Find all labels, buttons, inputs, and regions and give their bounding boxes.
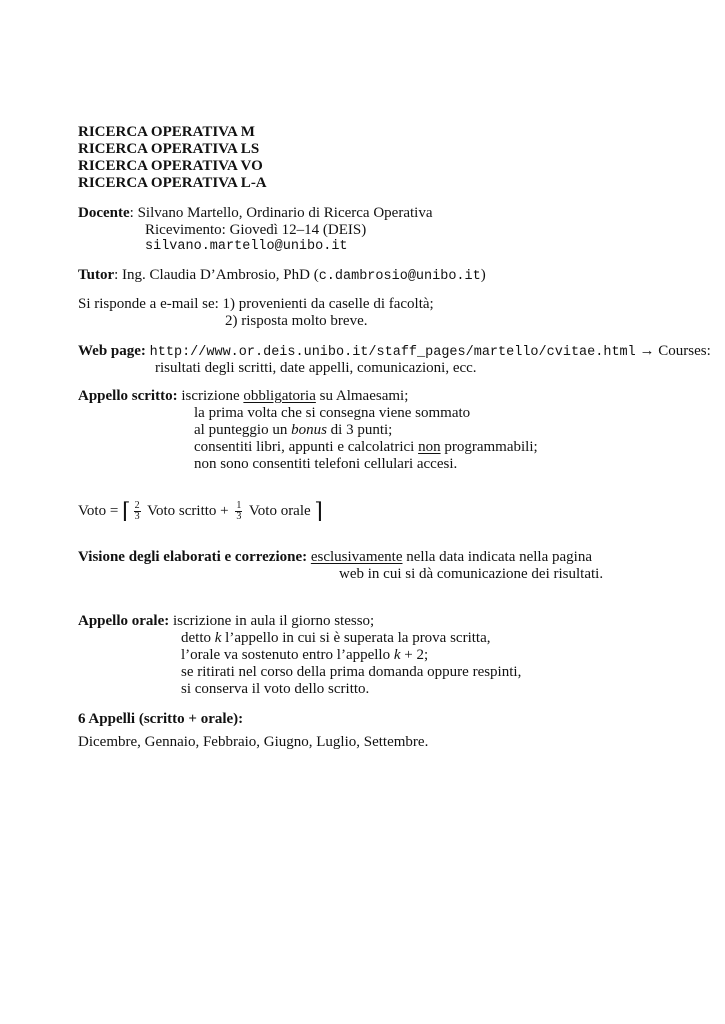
ceil-open-icon: ⌈: [122, 498, 131, 523]
obbligatoria-emphasis: obbligatoria: [243, 388, 316, 404]
appello-orale-text: + 2;: [400, 647, 429, 663]
docente-email[interactable]: silvano.martello@unibo.it: [145, 239, 348, 254]
formula-term-scritto: Voto scritto +: [147, 503, 229, 519]
tutor-text: : Ing. Claudia D’Ambrosio, PhD (: [114, 267, 319, 283]
appelli-months: Dicembre, Gennaio, Febbraio, Giugno, Luglio, Settembre.: [78, 734, 429, 750]
appello-orale-line1: [78, 612, 374, 630]
appello-scritto-text: di 3 punti;: [326, 422, 393, 438]
web-page-label: Web page:: [78, 343, 146, 359]
fraction-two-thirds: [134, 501, 141, 522]
docente-name: : Silvano Martello, Ordinario di Ricerca Operativa: [129, 205, 433, 221]
web-page-line2: risultati degli scritti, date appelli, comunicazioni, ecc.: [155, 360, 477, 376]
esclusivamente-emphasis: esclusivamente: [310, 549, 403, 565]
web-page-courses: → Courses:: [639, 343, 711, 359]
email-policy-line2: 2) risposta molto breve.: [225, 313, 368, 329]
tutor-line: [78, 266, 486, 286]
visione-line1: [78, 548, 592, 566]
fraction-denominator: 3: [236, 511, 242, 523]
appello-orale-text: iscrizione in aula il giorno stesso;: [173, 613, 375, 629]
fraction-numerator: 2: [134, 500, 140, 512]
tutor-email[interactable]: c.dambrosio@unibo.it: [318, 269, 481, 284]
visione-line2: web in cui si dà comunicazione dei risultati.: [339, 566, 604, 582]
math-k: k: [393, 647, 401, 663]
appello-orale-line5: si conserva il voto dello scritto.: [181, 681, 370, 697]
email-policy-line1: Si risponde a e-mail se: 1) provenienti da caselle di facoltà;: [78, 296, 434, 312]
ricevimento-text: Ricevimento: Giovedì 12–14 (DEIS): [145, 222, 367, 238]
appello-orale-line3: [181, 646, 428, 664]
appello-scritto-text: al punteggio un: [194, 422, 292, 438]
tutor-label: Tutor: [78, 267, 115, 283]
appello-scritto-line3: [194, 421, 392, 439]
appello-scritto-text: consentiti libri, appunti e calcolatrici: [194, 439, 419, 455]
visione-text: nella data indicata nella pagina: [402, 549, 592, 565]
fraction-numerator: 1: [236, 500, 242, 512]
formula-term-orale: Voto orale: [248, 503, 311, 519]
tutor-text-close: ): [480, 267, 486, 283]
appello-scritto-line5: non sono consentiti telefoni cellulari accesi.: [194, 456, 458, 472]
docente-line: [78, 204, 432, 222]
appello-scritto-text: iscrizione: [181, 388, 244, 404]
web-page-url[interactable]: http://www.or.deis.unibo.it/staff_pages/martello/cvitae.html: [149, 345, 636, 360]
course-title-la: RICERCA OPERATIVA L-A: [78, 175, 267, 191]
appello-orale-text: l’orale va sostenuto entro l’appello: [181, 647, 394, 663]
fraction-one-third: [235, 501, 242, 522]
appello-scritto-label: Appello scritto:: [78, 388, 178, 404]
course-title-ls: RICERCA OPERATIVA LS: [78, 141, 260, 157]
docente-label: Docente: [78, 205, 130, 221]
course-title-m: RICERCA OPERATIVA M: [78, 124, 255, 140]
non-emphasis: non: [418, 439, 441, 455]
appello-orale-text: l’appello in cui si è superata la prova scritta,: [221, 630, 491, 646]
appello-orale-line4: se ritirati nel corso della prima domanda oppure respinti,: [181, 664, 522, 680]
appello-scritto-text: su Almaesami;: [315, 388, 409, 404]
appello-orale-line2: [181, 629, 491, 647]
fraction-denominator: 3: [134, 511, 140, 523]
appello-orale-text: detto: [181, 630, 215, 646]
course-title-vo: RICERCA OPERATIVA VO: [78, 158, 263, 174]
formula-lhs: Voto =: [78, 503, 119, 519]
visione-label: Visione degli elaborati e correzione:: [78, 549, 308, 565]
appello-scritto-line2: la prima volta che si consegna viene sommato: [194, 405, 471, 421]
voto-formula: [78, 500, 323, 522]
appello-scritto-text: programmabili;: [440, 439, 538, 455]
appello-scritto-line1: [78, 387, 408, 405]
math-k: k: [214, 630, 222, 646]
appello-scritto-line4: [194, 438, 538, 456]
appello-orale-label: Appello orale:: [78, 613, 170, 629]
appelli-title: 6 Appelli (scritto + orale):: [78, 711, 244, 727]
ceil-close-icon: ⌉: [314, 498, 324, 523]
bonus-emphasis: bonus: [291, 422, 327, 438]
